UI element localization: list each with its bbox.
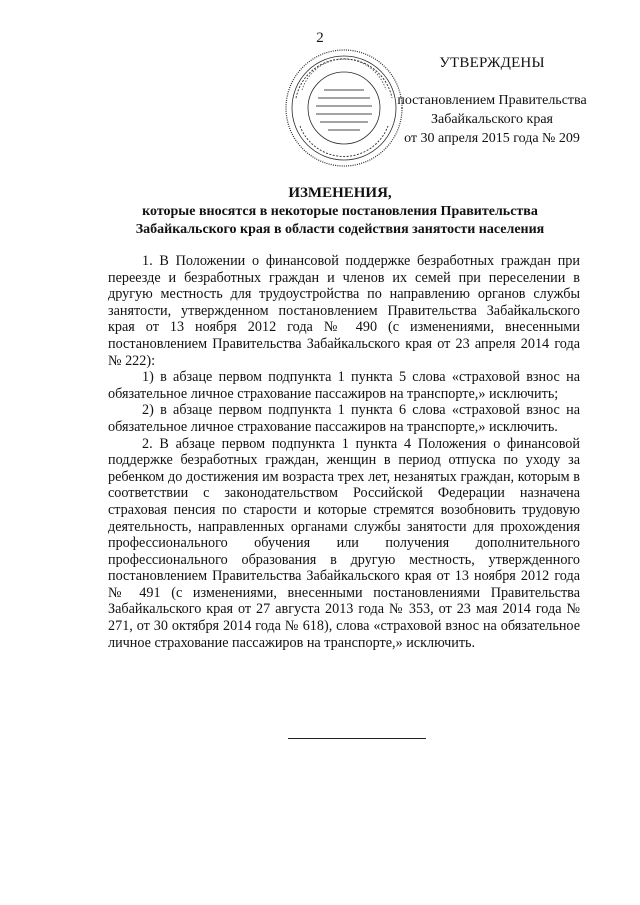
approval-line-2: Забайкальского края (430, 112, 553, 127)
page-number: 2 (316, 30, 324, 46)
document-body (108, 253, 580, 651)
official-seal-stamp (282, 46, 406, 170)
approval-title: УТВЕРЖДЕНЫ (439, 55, 545, 71)
document-title: ИЗМЕНЕНИЯ, (288, 185, 392, 201)
paragraph-subitem-1: 1) в абзаце первом подпункта 1 пункта 5 слова «страховой взнос на обязательное личное страхование пассажиров на транспорте,» исключить; (108, 369, 580, 402)
approval-block (392, 54, 592, 148)
paragraph-item-1: 1. В Положении о финансовой поддержке безработных граждан при переезде и безработных граждан и членов их семей при переселении в другую местность для трудоустройства по направлению органов службы занятости, утвержденном постановлением Правительства Забайкальского края от 13 ноября 2012 года № 490 (с изменениями, внесенными постановлением Правительства Забайкальского края от 23 апреля 2014 года № 222): (108, 253, 580, 369)
paragraph-item-2: 2. В абзаце первом подпункта 1 пункта 4 Положения о финансовой поддержке безработных граждан, женщин в период отпуска по уходу за ребенком до достижения им возраста трех лет, незанятых граждан, которым в соответствии с законодательством Российской Федерации назначена страховая пенсия по старости и которые стремятся возобновить трудовую деятельность, направленных органами службы занятости для прохождения профессионального обучения или получения дополнительного профессионального образования в другую местность, утвержденного постановлением Правительства Забайкальского края от 13 ноября 2012 года № 491 (с изменениями, внесенными постановлениями Правительства Забайкальского края от 27 августа 2013 года № 353, от 23 мая 2014 года № 271, от 30 октября 2014 года № 618), слова «страховой взнос на обязательное личное страхование пассажиров на транспорте,» исключить. (108, 435, 580, 651)
subtitle-line-2: Забайкальского края в области содействия занятости населения (135, 222, 545, 237)
end-divider-line (288, 738, 426, 739)
approval-line-1: постановлением Правительства (397, 93, 587, 108)
paragraph-subitem-2: 2) в абзаце первом подпункта 1 пункта 6 слова «страховой взнос на обязательное личное страхование пассажиров на транспорте,» исключить. (108, 402, 580, 435)
subtitle-line-1: которые вносятся в некоторые постановления Правительства (142, 204, 538, 219)
document-subtitle (100, 203, 580, 239)
approval-line-3: от 30 апреля 2015 года № 209 (404, 131, 580, 146)
